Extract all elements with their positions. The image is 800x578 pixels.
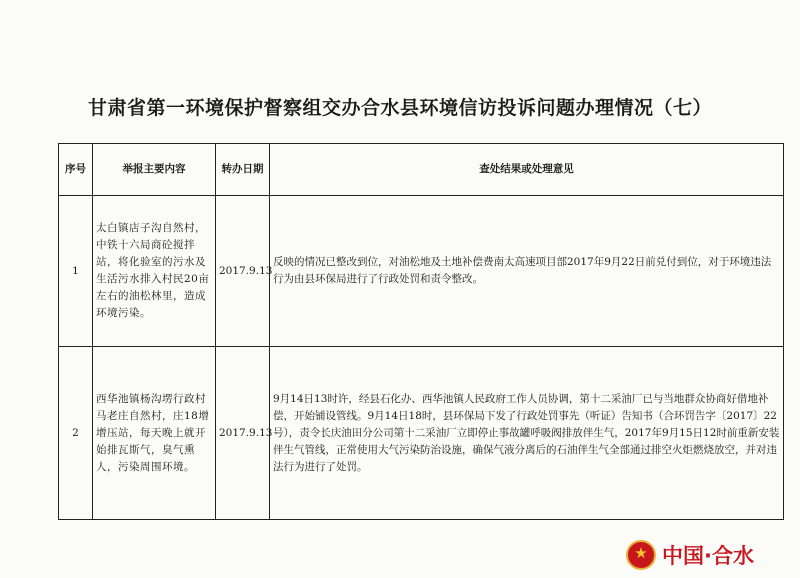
row-date: 2017.9.13 bbox=[216, 347, 270, 520]
page-title: 甘肃省第一环境保护督察组交办合水县环境信访投诉问题办理情况（七） bbox=[87, 97, 712, 119]
row-date: 2017.9.13 bbox=[216, 196, 270, 347]
table-row bbox=[59, 196, 784, 347]
header-result: 查处结果或处理意见 bbox=[270, 144, 784, 196]
watermark-logo bbox=[626, 537, 796, 573]
complaint-table bbox=[58, 143, 784, 520]
row-result: 反映的情况已整改到位，对油松地及土地补偿费南太高速项目部2017年9月22日前兑付到位，对于环境违法行为由县环保局进行了行政处罚和责令整改。 bbox=[270, 196, 784, 347]
row-content: 太白镇店子沟自然村，中铁十六局商砼搅拌站，将化验室的污水及生活污水排入村民20亩左右的油松林里，造成环境污染。 bbox=[93, 196, 216, 347]
national-emblem-icon bbox=[626, 540, 656, 570]
row-content: 西华池镇杨沟塄行政村马老庄自然村，庄18增增压站，每天晚上就开始排瓦斯气，臭气熏人，污染周围环境。 bbox=[93, 347, 216, 520]
header-date: 转办日期 bbox=[216, 144, 270, 196]
row-seq: 2 bbox=[59, 347, 93, 520]
table-header-row bbox=[59, 144, 784, 196]
row-seq: 1 bbox=[59, 196, 93, 347]
watermark-text: 中国·合水 bbox=[662, 544, 754, 568]
header-content: 举报主要内容 bbox=[93, 144, 216, 196]
header-seq: 序号 bbox=[59, 144, 93, 196]
table-row bbox=[59, 347, 784, 520]
row-result: 9月14日13时许，经县石化办、西华池镇人民政府工作人员协调，第十二采油厂已与当地群众协商好借地补偿，开始铺设管线。9月14日18时，县环保局下发了行政处罚事先（听证）告知书（合环罚告字〔2017〕22号），责令长庆油田分公司第十二采油厂立即停止事故罐呼吸阀排放伴生气，2017年9月15日12时前重新安装伴生气管线，正常使用大气污染防治设施，确保气液分离后的石油伴生气全部通过排空火炬燃烧放空，并对违法行为进行了处罚。 bbox=[270, 347, 784, 520]
